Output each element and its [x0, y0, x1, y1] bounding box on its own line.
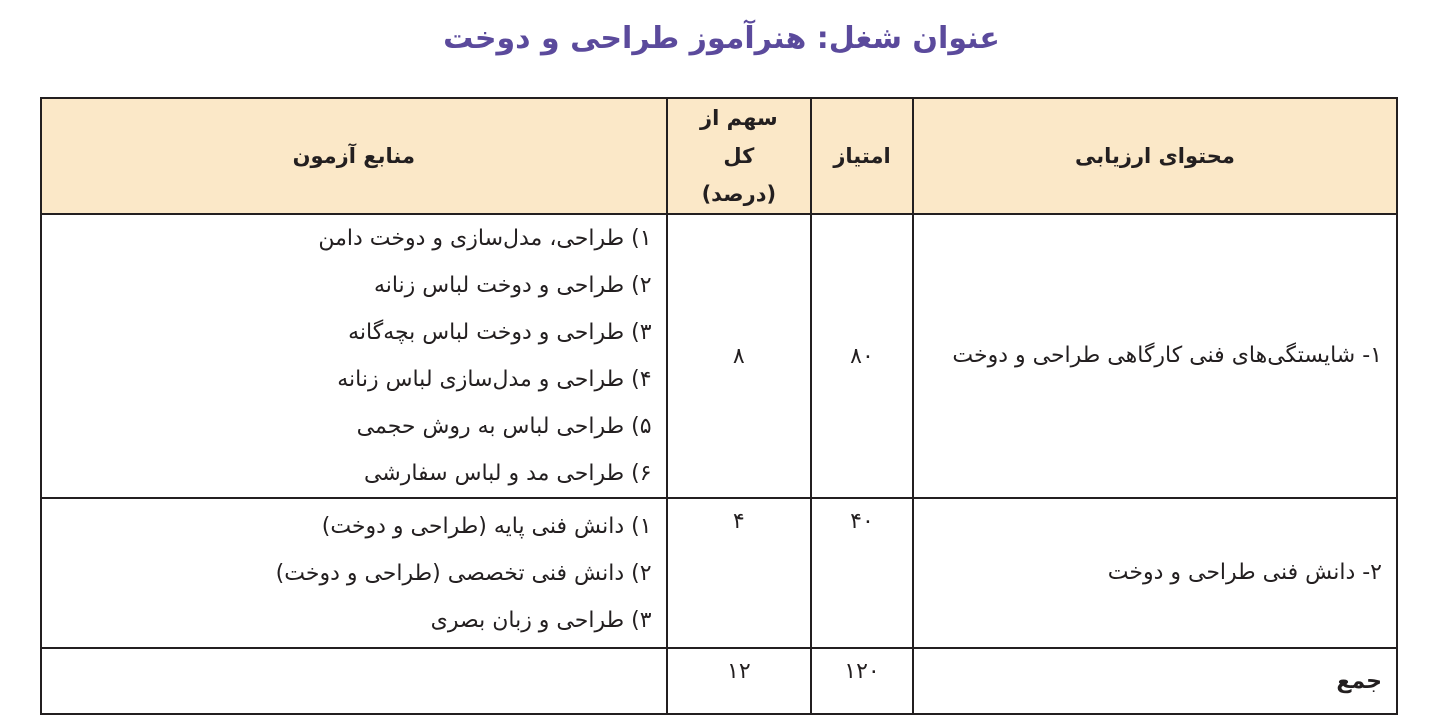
source-item: ۵) طراحی لباس به روش حجمی [356, 414, 652, 439]
row-content: ۱- شایستگی‌های فنی کارگاهی طراحی و دوخت [913, 214, 1397, 498]
header-sources: منابع آزمون [41, 98, 667, 214]
table-row [41, 498, 1397, 648]
source-item: ۲) طراحی و دوخت لباس زنانه [373, 273, 652, 298]
header-share-line2: (درصد) [701, 182, 777, 206]
source-item: ۳) طراحی و دوخت لباس بچه‌گانه [348, 320, 652, 345]
row-sources [41, 214, 667, 498]
total-share: ۱۲ [667, 648, 812, 714]
row-share: ۸ [667, 214, 812, 498]
row-score: ۴۰ [811, 498, 913, 648]
header-share [667, 98, 812, 214]
row-score: ۸۰ [811, 214, 913, 498]
source-item: ۳) طراحی و زبان بصری [430, 607, 652, 633]
table-header-row [41, 98, 1397, 214]
header-score: امتیاز [811, 98, 913, 214]
total-label: جمع [913, 648, 1397, 714]
total-row [41, 648, 1397, 714]
row-content: ۲- دانش فنی طراحی و دوخت [913, 498, 1397, 648]
source-item: ۱) دانش فنی پایه (طراحی و دوخت) [321, 513, 652, 539]
row-share: ۴ [667, 498, 812, 648]
table-row [41, 214, 1397, 498]
source-item: ۶) طراحی مد و لباس سفارشی [363, 461, 652, 486]
row-sources [41, 498, 667, 648]
header-content: محتوای ارزیابی [913, 98, 1397, 214]
header-share-line1: سهم از کل [700, 106, 778, 168]
page-title: عنوان شغل: هنرآموز طراحی و دوخت [443, 21, 1000, 56]
source-item: ۲) دانش فنی تخصصی (طراحی و دوخت) [275, 560, 652, 586]
source-item: ۱) طراحی، مدل‌سازی و دوخت دامن [318, 226, 652, 251]
source-item: ۴) طراحی و مدل‌سازی لباس زنانه [337, 367, 652, 392]
total-sources-empty [41, 648, 667, 714]
assessment-table [40, 97, 1398, 715]
total-score: ۱۲۰ [811, 648, 913, 714]
